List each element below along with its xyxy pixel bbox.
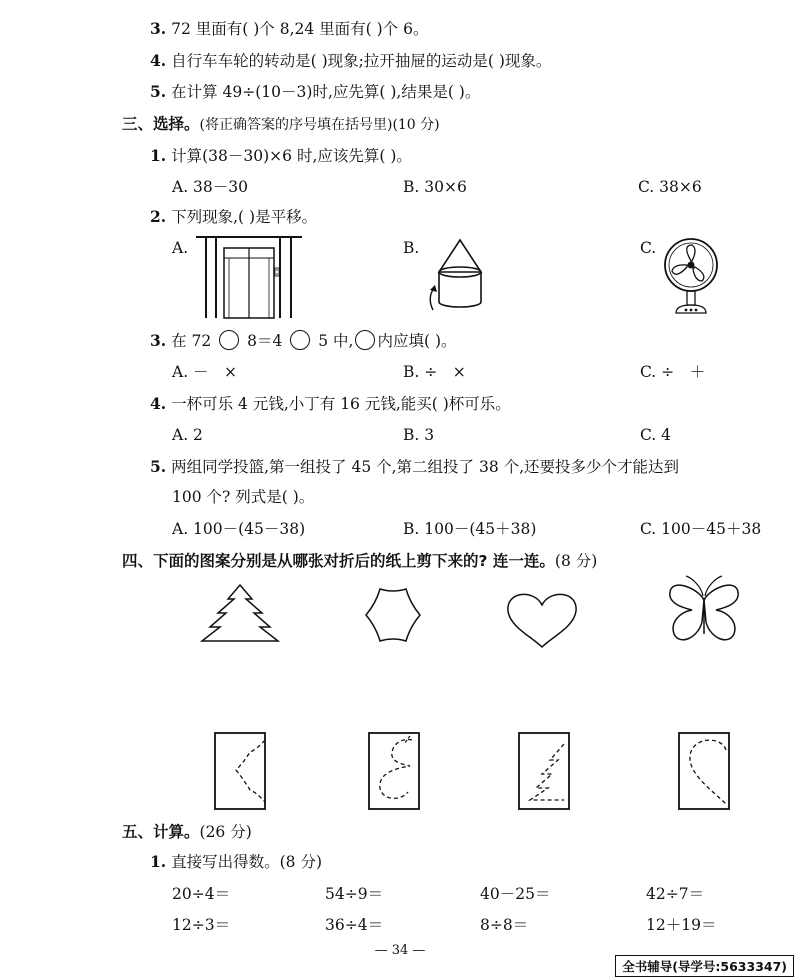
section5-heading: [122, 822, 252, 842]
question-text-a: 在 72: [171, 332, 212, 350]
choice-question-2: [150, 207, 317, 227]
fill-item-4: [150, 51, 551, 71]
section4-heading: [122, 551, 597, 571]
choice-question-1: [150, 146, 412, 166]
option-a[interactable]: A. 38－30: [172, 178, 248, 196]
choice-question-3: [150, 330, 457, 351]
question-text: 下列现象,( )是平移。: [171, 208, 318, 226]
choice-question-5: [150, 457, 679, 477]
rotating-top-picture: [425, 238, 495, 314]
heart-shape: [504, 591, 580, 649]
option-b[interactable]: B. 30×6: [403, 178, 467, 196]
section3-heading: [122, 114, 440, 135]
question-text-b: 8＝4: [247, 332, 283, 350]
blank-circle-icon: [290, 330, 310, 350]
option-a[interactable]: A.: [172, 239, 189, 257]
calc-item[interactable]: 12÷3＝: [172, 916, 231, 934]
question-text-line2: 100 个? 列式是( )。: [172, 488, 315, 506]
item-text: 自行车车轮的转动是( )现象;拉开抽屉的运动是( )现象。: [171, 52, 552, 70]
option-a[interactable]: A. － ×: [172, 363, 238, 381]
section-title: 五、计算。: [122, 823, 200, 841]
blank-circle-icon: [355, 330, 375, 350]
item-text: 72 里面有( )个 8,24 里面有( )个 6。: [171, 20, 429, 38]
folded-paper-tree-half: [518, 732, 570, 810]
question-number: 3.: [150, 331, 167, 350]
section-title: 三、选择。: [122, 115, 200, 133]
tree-shape: [200, 583, 280, 645]
question-number: 5.: [150, 457, 167, 476]
calc-item[interactable]: 12＋19＝: [646, 916, 717, 934]
elevator-picture: [196, 234, 302, 320]
calc-item[interactable]: 20÷4＝: [172, 885, 231, 903]
calc-item[interactable]: 42÷7＝: [646, 885, 705, 903]
option-a[interactable]: A. 2: [172, 426, 203, 444]
item-text: 在计算 49÷(10－3)时,应先算( ),结果是( )。: [171, 83, 481, 101]
question-text: 一杯可乐 4 元钱,小丁有 16 元钱,能买( )杯可乐。: [171, 395, 511, 413]
page-number: — 34 —: [374, 943, 426, 958]
section-score: (8 分): [554, 552, 598, 570]
folded-paper-butterfly-half: [368, 732, 420, 810]
section-note: (将正确答案的序号填在括号里)(10 分): [199, 117, 440, 133]
option-c[interactable]: C.: [640, 239, 657, 257]
calc-item[interactable]: 36÷4＝: [325, 916, 384, 934]
item-number: 5.: [150, 82, 167, 101]
question-number: 4.: [150, 394, 167, 413]
question-number: 1.: [150, 852, 167, 871]
option-c[interactable]: C. ÷ ＋: [640, 363, 706, 381]
fill-item-3: [150, 19, 428, 39]
folded-paper-hexagon-half: [214, 732, 266, 810]
folded-paper-heart-half: [678, 732, 730, 810]
calc-item[interactable]: 8÷8＝: [480, 916, 529, 934]
guide-badge: 全书辅导(导学号:5633347): [615, 955, 794, 977]
calc-item[interactable]: 40－25＝: [480, 885, 551, 903]
question-text: 计算(38－30)×6 时,应该先算( )。: [171, 147, 412, 165]
option-b[interactable]: B. 3: [403, 426, 435, 444]
calc-item[interactable]: 54÷9＝: [325, 885, 384, 903]
question-text: 两组同学投篮,第一组投了 45 个,第二组投了 38 个,还要投多少个才能达到: [171, 458, 680, 476]
option-c[interactable]: C. 38×6: [638, 178, 702, 196]
section-score: (26 分): [199, 823, 252, 841]
calc-question-1: [150, 852, 322, 872]
blank-circle-icon: [219, 330, 239, 350]
fill-item-5: [150, 82, 480, 102]
option-a[interactable]: A. 100－(45－38): [172, 520, 306, 538]
question-number: 2.: [150, 207, 167, 226]
section-title: 四、下面的图案分别是从哪张对折后的纸上剪下来的? 连一连。: [122, 552, 555, 570]
item-number: 3.: [150, 19, 167, 38]
option-c[interactable]: C. 4: [640, 426, 672, 444]
butterfly-shape: [664, 576, 744, 648]
option-b[interactable]: B.: [403, 239, 420, 257]
question-text-c: 5 中,: [318, 332, 354, 350]
electric-fan-picture: [662, 237, 720, 315]
question-number: 1.: [150, 146, 167, 165]
question-text: 直接写出得数。(8 分): [171, 853, 323, 871]
item-number: 4.: [150, 51, 167, 70]
question-text-d: 内应填( )。: [377, 332, 457, 350]
option-c[interactable]: C. 100－45＋38: [640, 520, 762, 538]
choice-question-4: [150, 394, 511, 414]
option-b[interactable]: B. ÷ ×: [403, 363, 466, 381]
option-b[interactable]: B. 100－(45＋38): [403, 520, 537, 538]
hexagon-shape: [362, 585, 424, 645]
